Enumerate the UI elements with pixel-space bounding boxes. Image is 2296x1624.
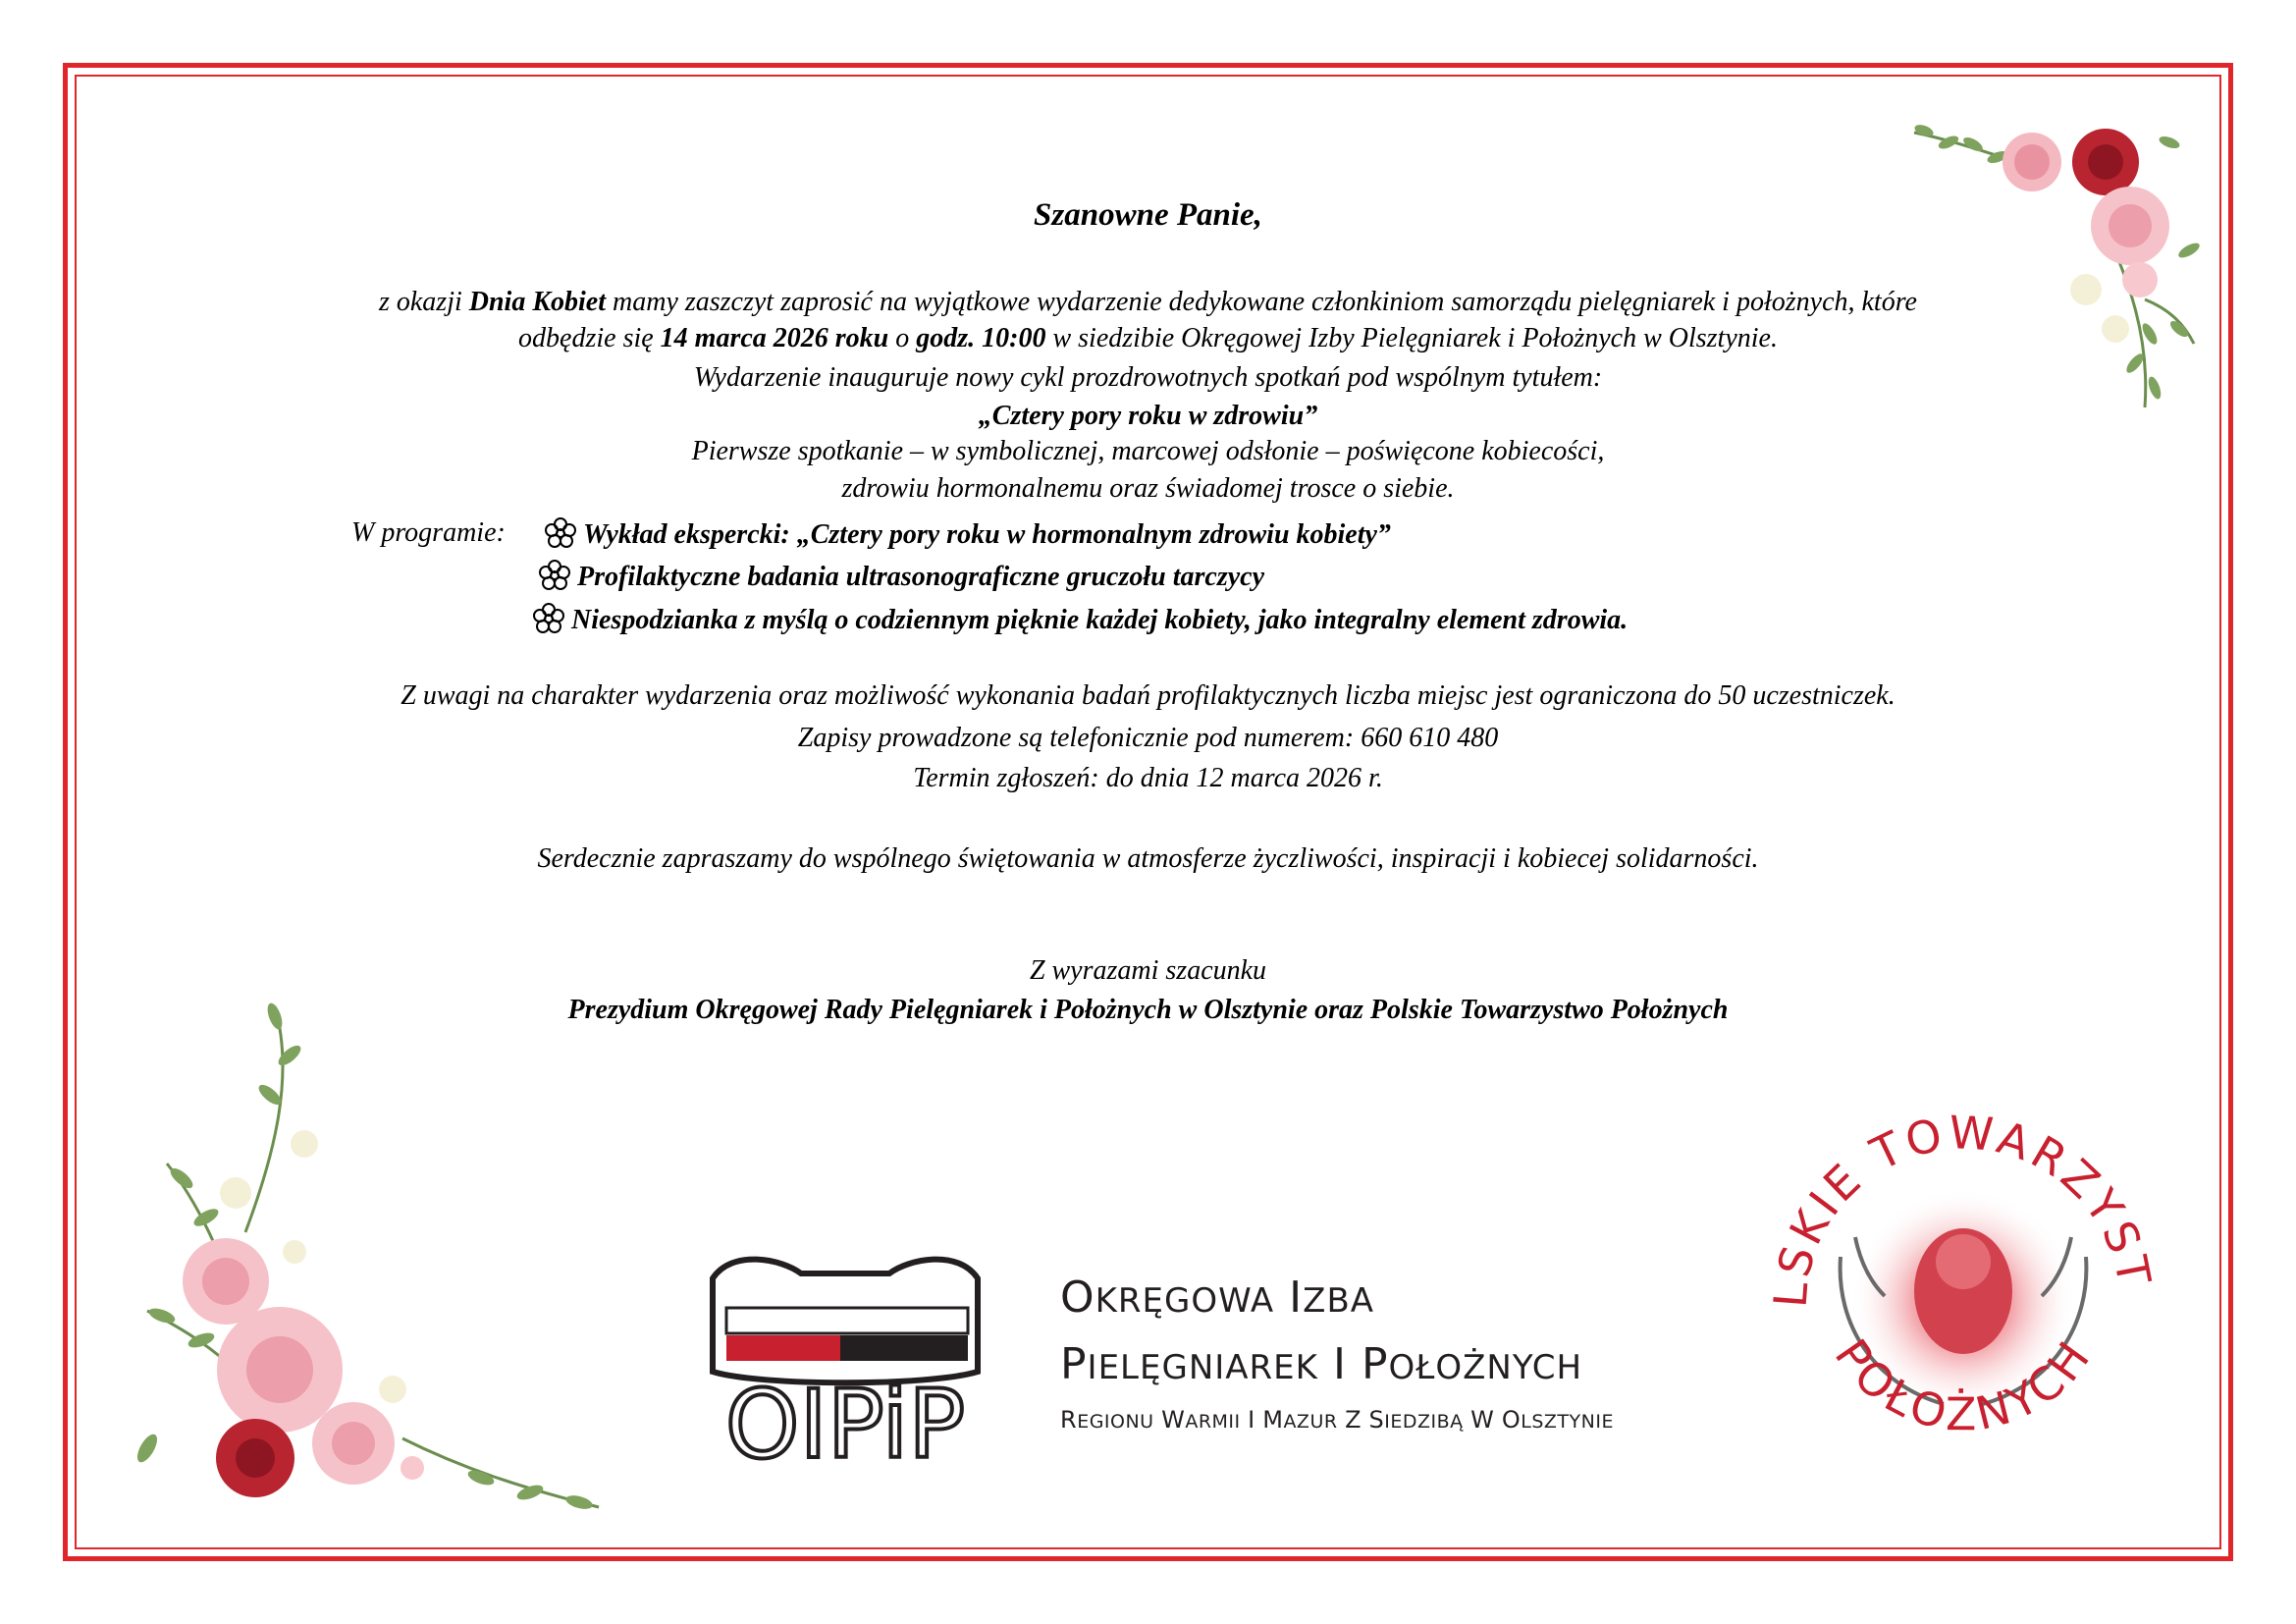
closing-line: Serdecznie zapraszamy do wspólnego świętowania w atmosferze życzliwości, inspiracji i kobiecej solidarności. [537, 843, 1759, 874]
info-line-1: Z uwagi na charakter wydarzenia oraz możliwość wykonania badań profilaktycznych liczba miejsc jest ograniczona do 50 uczestniczek. [400, 680, 1896, 711]
ptp-ring-text-bottom: POŁOŻNYCH [1824, 1328, 2103, 1441]
flower-icon [532, 602, 565, 635]
intro-text: mamy zaszczyt zaprosić na wyjątkowe wydarzenie dedykowane członkiniom samorządu pielęgniarek i położnych, które [606, 287, 1917, 317]
intro-line-5: Pierwsze spotkanie – w symbolicznej, marcowej odsłonie – poświęcone kobiecości, [691, 436, 1605, 466]
floral-decoration-bottom-left [108, 997, 618, 1532]
oipip-logo-text: OIPiP [724, 1370, 966, 1467]
event-name: Dnia Kobiet [468, 287, 606, 317]
oipip-name-line-3: REGIONU WARMII I MAZUR Z SIEDZIBĄ W OLSZTYNIE [1060, 1406, 1614, 1434]
intro-text: odbędzie się [518, 323, 661, 353]
program-item [532, 602, 1628, 637]
program-item-text: Profilaktyczne badania ultrasonograficzne gruczołu tarczycy [577, 562, 1265, 592]
program-item [544, 516, 1391, 552]
intro-line-1 [0, 286, 2296, 319]
intro-line-6: zdrowiu hormonalnemu oraz świadomej trosce o siebie. [841, 473, 1455, 504]
ptp-logo [1747, 1090, 2179, 1522]
series-title: „Cztery pory roku w zdrowiu” [978, 401, 1318, 431]
event-time: godz. 10:00 [916, 323, 1046, 353]
intro-text: o [888, 323, 917, 353]
intro-text: z okazji [378, 287, 469, 317]
oipip-name-line-1: OKRĘGOWA IZBA [1060, 1272, 1375, 1323]
intro-text: w siedzibie Okręgowej Izby Pielęgniarek i Położnych w Olsztynie. [1045, 323, 1778, 353]
info-line-3: Termin zgłoszeń: do dnia 12 marca 2026 r. [913, 763, 1383, 793]
program-item-text: Wykład ekspercki: „Cztery pory roku w hormonalnym zdrowiu kobiety” [583, 519, 1391, 550]
flower-icon [544, 516, 577, 550]
program-label: W programie: [351, 517, 506, 548]
oipip-logo [693, 1239, 997, 1467]
info-line-2: Zapisy prowadzone są telefonicznie pod numerem: 660 610 480 [797, 723, 1499, 753]
signature-signed: Prezydium Okręgowej Rady Pielęgniarek i Położnych w Olsztynie oraz Polskie Towarzystwo Położnych [567, 995, 1729, 1025]
intro-line-2 [0, 322, 2296, 355]
event-date: 14 marca 2026 roku [660, 323, 889, 353]
program-item-text: Niespodzianka z myślą o codziennym pięknie każdej kobiety, jako integralny element zdrowia. [571, 605, 1629, 635]
signature-regards: Z wyrazami szacunku [1029, 955, 1267, 986]
intro-line-3: Wydarzenie inauguruje nowy cykl prozdrowotnych spotkań pod wspólnym tytułem: [693, 362, 1603, 393]
oipip-name-line-2: PIELĘGNIAREK I POŁOŻNYCH [1060, 1339, 1583, 1389]
program-item [538, 559, 1264, 594]
greeting: Szanowne Panie, [1034, 197, 1262, 233]
ptp-ring-text-top: LSKIE TOWARZYST [1763, 1106, 2163, 1310]
flower-icon [538, 559, 571, 592]
